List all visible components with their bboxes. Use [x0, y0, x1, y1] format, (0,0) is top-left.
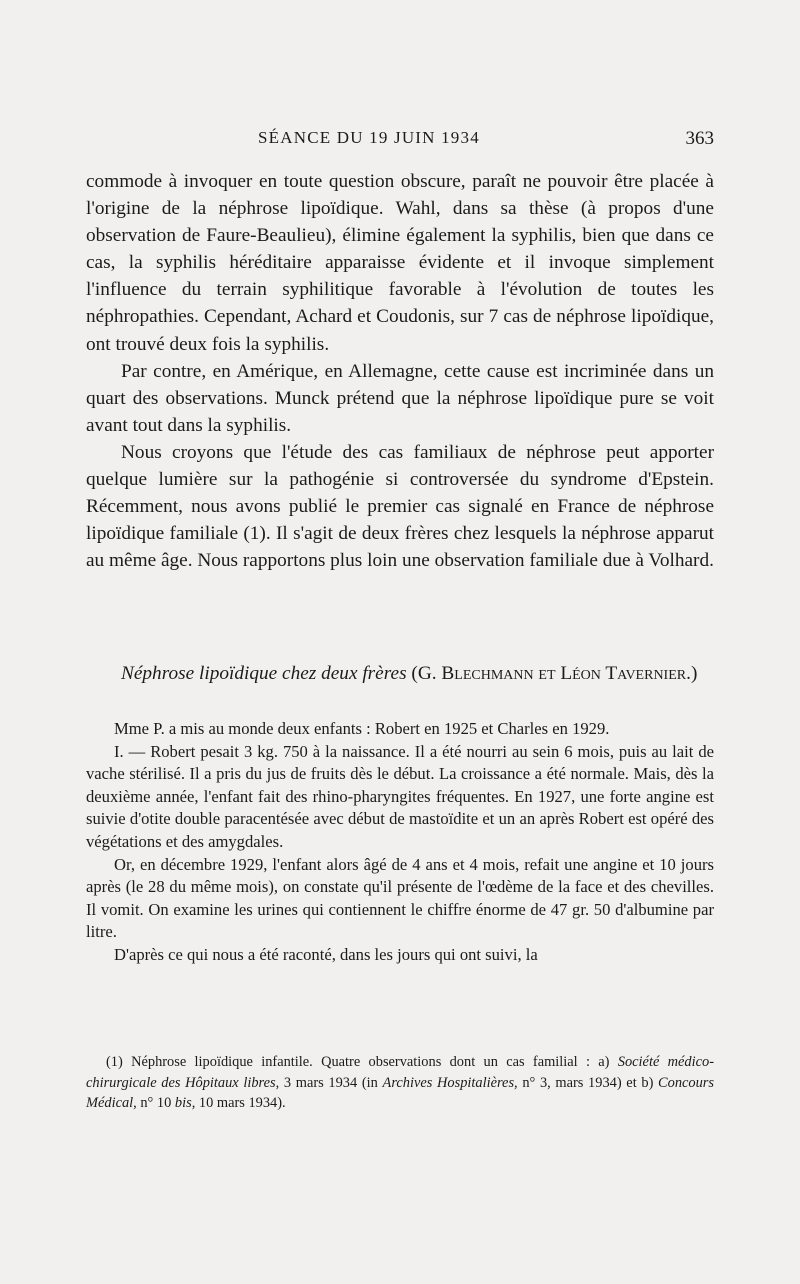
footnote-mid-c: , n° 10	[133, 1095, 175, 1111]
paragraph: Par contre, en Amérique, en Allemagne, cette cause est incriminée dans un quart des observations. Munck prétend que la néphrose lipoïdique pure se voit avant tout dans la syphilis.	[86, 360, 714, 436]
case-paragraph: Mme P. a mis au monde deux enfants : Robert en 1925 et Charles en 1929.	[114, 719, 610, 738]
footnote	[86, 1052, 714, 1114]
case-paragraph: Or, en décembre 1929, l'enfant alors âgé de 4 ans et 4 mois, refait une angine et 10 jours après (le 28 du même mois), on constate qu'il présente de l'œdème de la face et des chevilles. Il vomit. On examine les urines qui contiennent le chiffre énorme de 47 gr. 50 d'albumine par litre.	[86, 854, 714, 942]
paragraph: commode à invoquer en toute question obscure, paraît ne pouvoir être placée à l'origine de la néphrose lipoïdique. Wahl, dans sa thèse (à propos d'une observation de Faure-Beaulieu), élimine également la syphilis, bien que dans ce cas, la syphilis héréditaire apparaisse évidente et il invoque simplement l'influence du terrain syphilitique favorable à l'évolution de toutes les néphropathies. Cependant, Achard et Coudonis, sur 7 cas de néphrose lipoïdique, ont trouvé deux fois la syphilis.	[86, 171, 714, 355]
footnote-mid-a: , 3 mars 1934 (in	[275, 1074, 383, 1091]
observation-authors: Blechmann et Léon Tavernier	[441, 663, 687, 684]
running-title: SÉANCE DU 19 JUIN 1934	[258, 128, 480, 147]
paragraph: Nous croyons que l'étude des cas familiaux de néphrose peut apporter quelque lumière sur la pathogénie si controversée du syndrome d'Epstein. Récemment, nous avons publié le premier cas signalé en France de néphrose lipoïdique familiale (1). Il s'agit de deux frères chez lesquels la néphrose apparut au même âge. Nous rapportons plus loin une observation familiale due à Volhard.	[86, 441, 714, 572]
case-paragraph: D'après ce qui nous a été raconté, dans les jours qui ont suivi, la	[114, 944, 538, 964]
footnote-journal-a: Société médico-chirurgicale des Hôpitaux libres	[86, 1054, 714, 1091]
footnote-intro: (1) Néphrose lipoïdique infantile. Quatre observations dont un cas familial : a)	[106, 1054, 618, 1070]
main-text	[86, 168, 714, 574]
observation-title-italic: Néphrose lipoïdique chez deux frères	[121, 663, 407, 684]
page-number: 363	[685, 128, 714, 149]
page-header	[86, 126, 714, 156]
case-report	[86, 718, 714, 967]
footnote-end: , 10 mars 1934).	[191, 1095, 286, 1111]
observation-title	[86, 660, 714, 687]
observation-title-close: .)	[686, 663, 698, 684]
footnote-bis: bis	[174, 1095, 192, 1111]
footnote-journal-c: Concours Médical	[86, 1074, 714, 1111]
footnote-journal-b: Archives Hospitalières	[382, 1074, 515, 1091]
footnote-mid-b: , n° 3, mars 1934) et b)	[514, 1074, 659, 1091]
case-paragraph: I. — Robert pesait 3 kg. 750 à la naissance. Il a été nourri au sein 6 mois, puis au lait de vache stérilisé. Il a pris du jus de fruits dès le début. La croissance a été normale. Mais, dès la deuxième année, l'enfant fait des rhino-pharyngites fréquentes. En 1927, une forte angine est suivie d'otite double paracentésée avec début de mastoïdite et un an après Robert est opéré des végétations et des amygdales.	[86, 741, 714, 851]
observation-title-open: (G.	[406, 663, 442, 684]
